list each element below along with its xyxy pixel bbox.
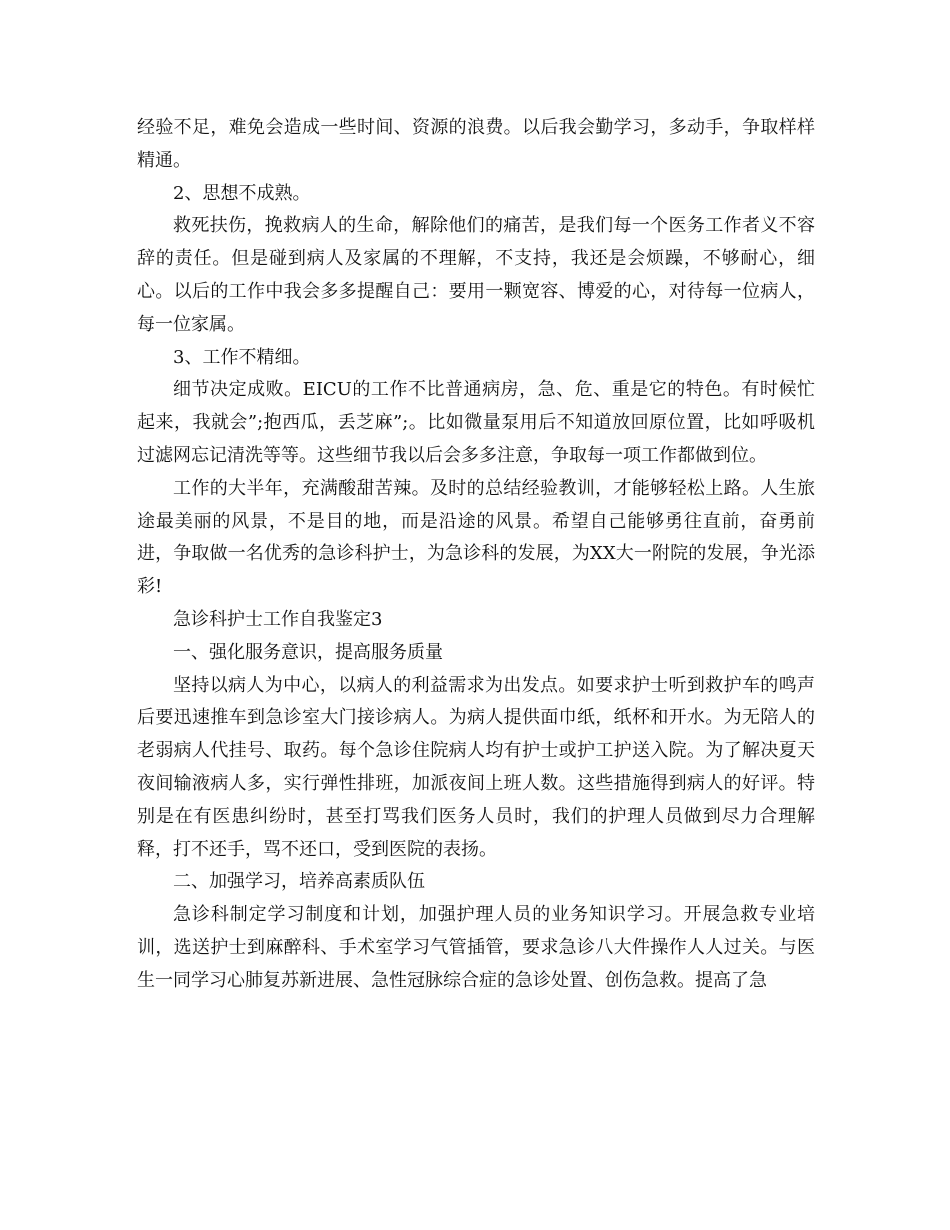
paragraph-continuation: 经验不足，难免会造成一些时间、资源的浪费。以后我会勤学习，多动手，争取样样精通。 [137,117,815,171]
document-section-title: 急诊科护士工作自我鉴定3 [173,608,383,630]
section-heading-service: 一、强化服务意识，提高服务质量 [173,641,443,663]
paragraph-learning: 急诊科制定学习制度和计划，加强护理人员的业务知识学习。开展急救专业培训，选送护士到麻醉科、手术室学习气管插管，要求急诊八大件操作人人过关。与医生一同学习心肺复苏新进展、急性冠脉综合症的急诊处置、创伤急救。提高了急 [137,904,815,991]
section-heading-not-meticulous: 3、工作不精细。 [173,346,311,368]
paragraph-details: 细节决定成败。EICU的工作不比普通病房，急、危、重是它的特色。有时候忙起来，我就会”;抱西瓜，丢芝麻”;。比如微量泵用后不知道放回原位置，比如呼吸机过滤网忘记清洗等等。这些细节我以后会多多注意，争取每一项工作都做到位。 [137,379,815,466]
section-heading-learning: 二、加强学习，培养高素质队伍 [173,871,425,893]
paragraph-responsibility: 救死扶伤，挽救病人的生命，解除他们的痛苦，是我们每一个医务工作者义不容辞的责任。但是碰到病人及家属的不理解，不支持，我还是会烦躁，不够耐心，细心。以后的工作中我会多多提醒自己：要用一颗宽容、博爱的心，对待每一位病人，每一位家属。 [137,215,815,335]
paragraph-summary: 工作的大半年，充满酸甜苦辣。及时的总结经验教训，才能够轻松上路。人生旅途最美丽的风景，不是目的地，而是沿途的风景。希望自己能够勇往直前，奋勇前进，争取做一名优秀的急诊科护士，为急诊科的发展，为XX大一附院的发展，争光添彩! [137,477,815,598]
paragraph-service: 坚持以病人为中心，以病人的利益需求为出发点。如要求护士听到救护车的鸣声后要迅速推车到急诊室大门接诊病人。为病人提供面巾纸，纸杯和开水。为无陪人的老弱病人代挂号、取药。每个急诊住院病人均有护士或护工护送入院。为了解决夏天夜间输液病人多，实行弹性排班，加派夜间上班人数。这些措施得到病人的好评。特别是在有医患纠纷时，甚至打骂我们医务人员时，我们的护理人员做到尽力合理解释，打不还手，骂不还口，受到医院的表扬。 [137,674,815,860]
document-body [137,112,815,998]
section-heading-immature-thinking: 2、思想不成熟。 [173,182,311,204]
